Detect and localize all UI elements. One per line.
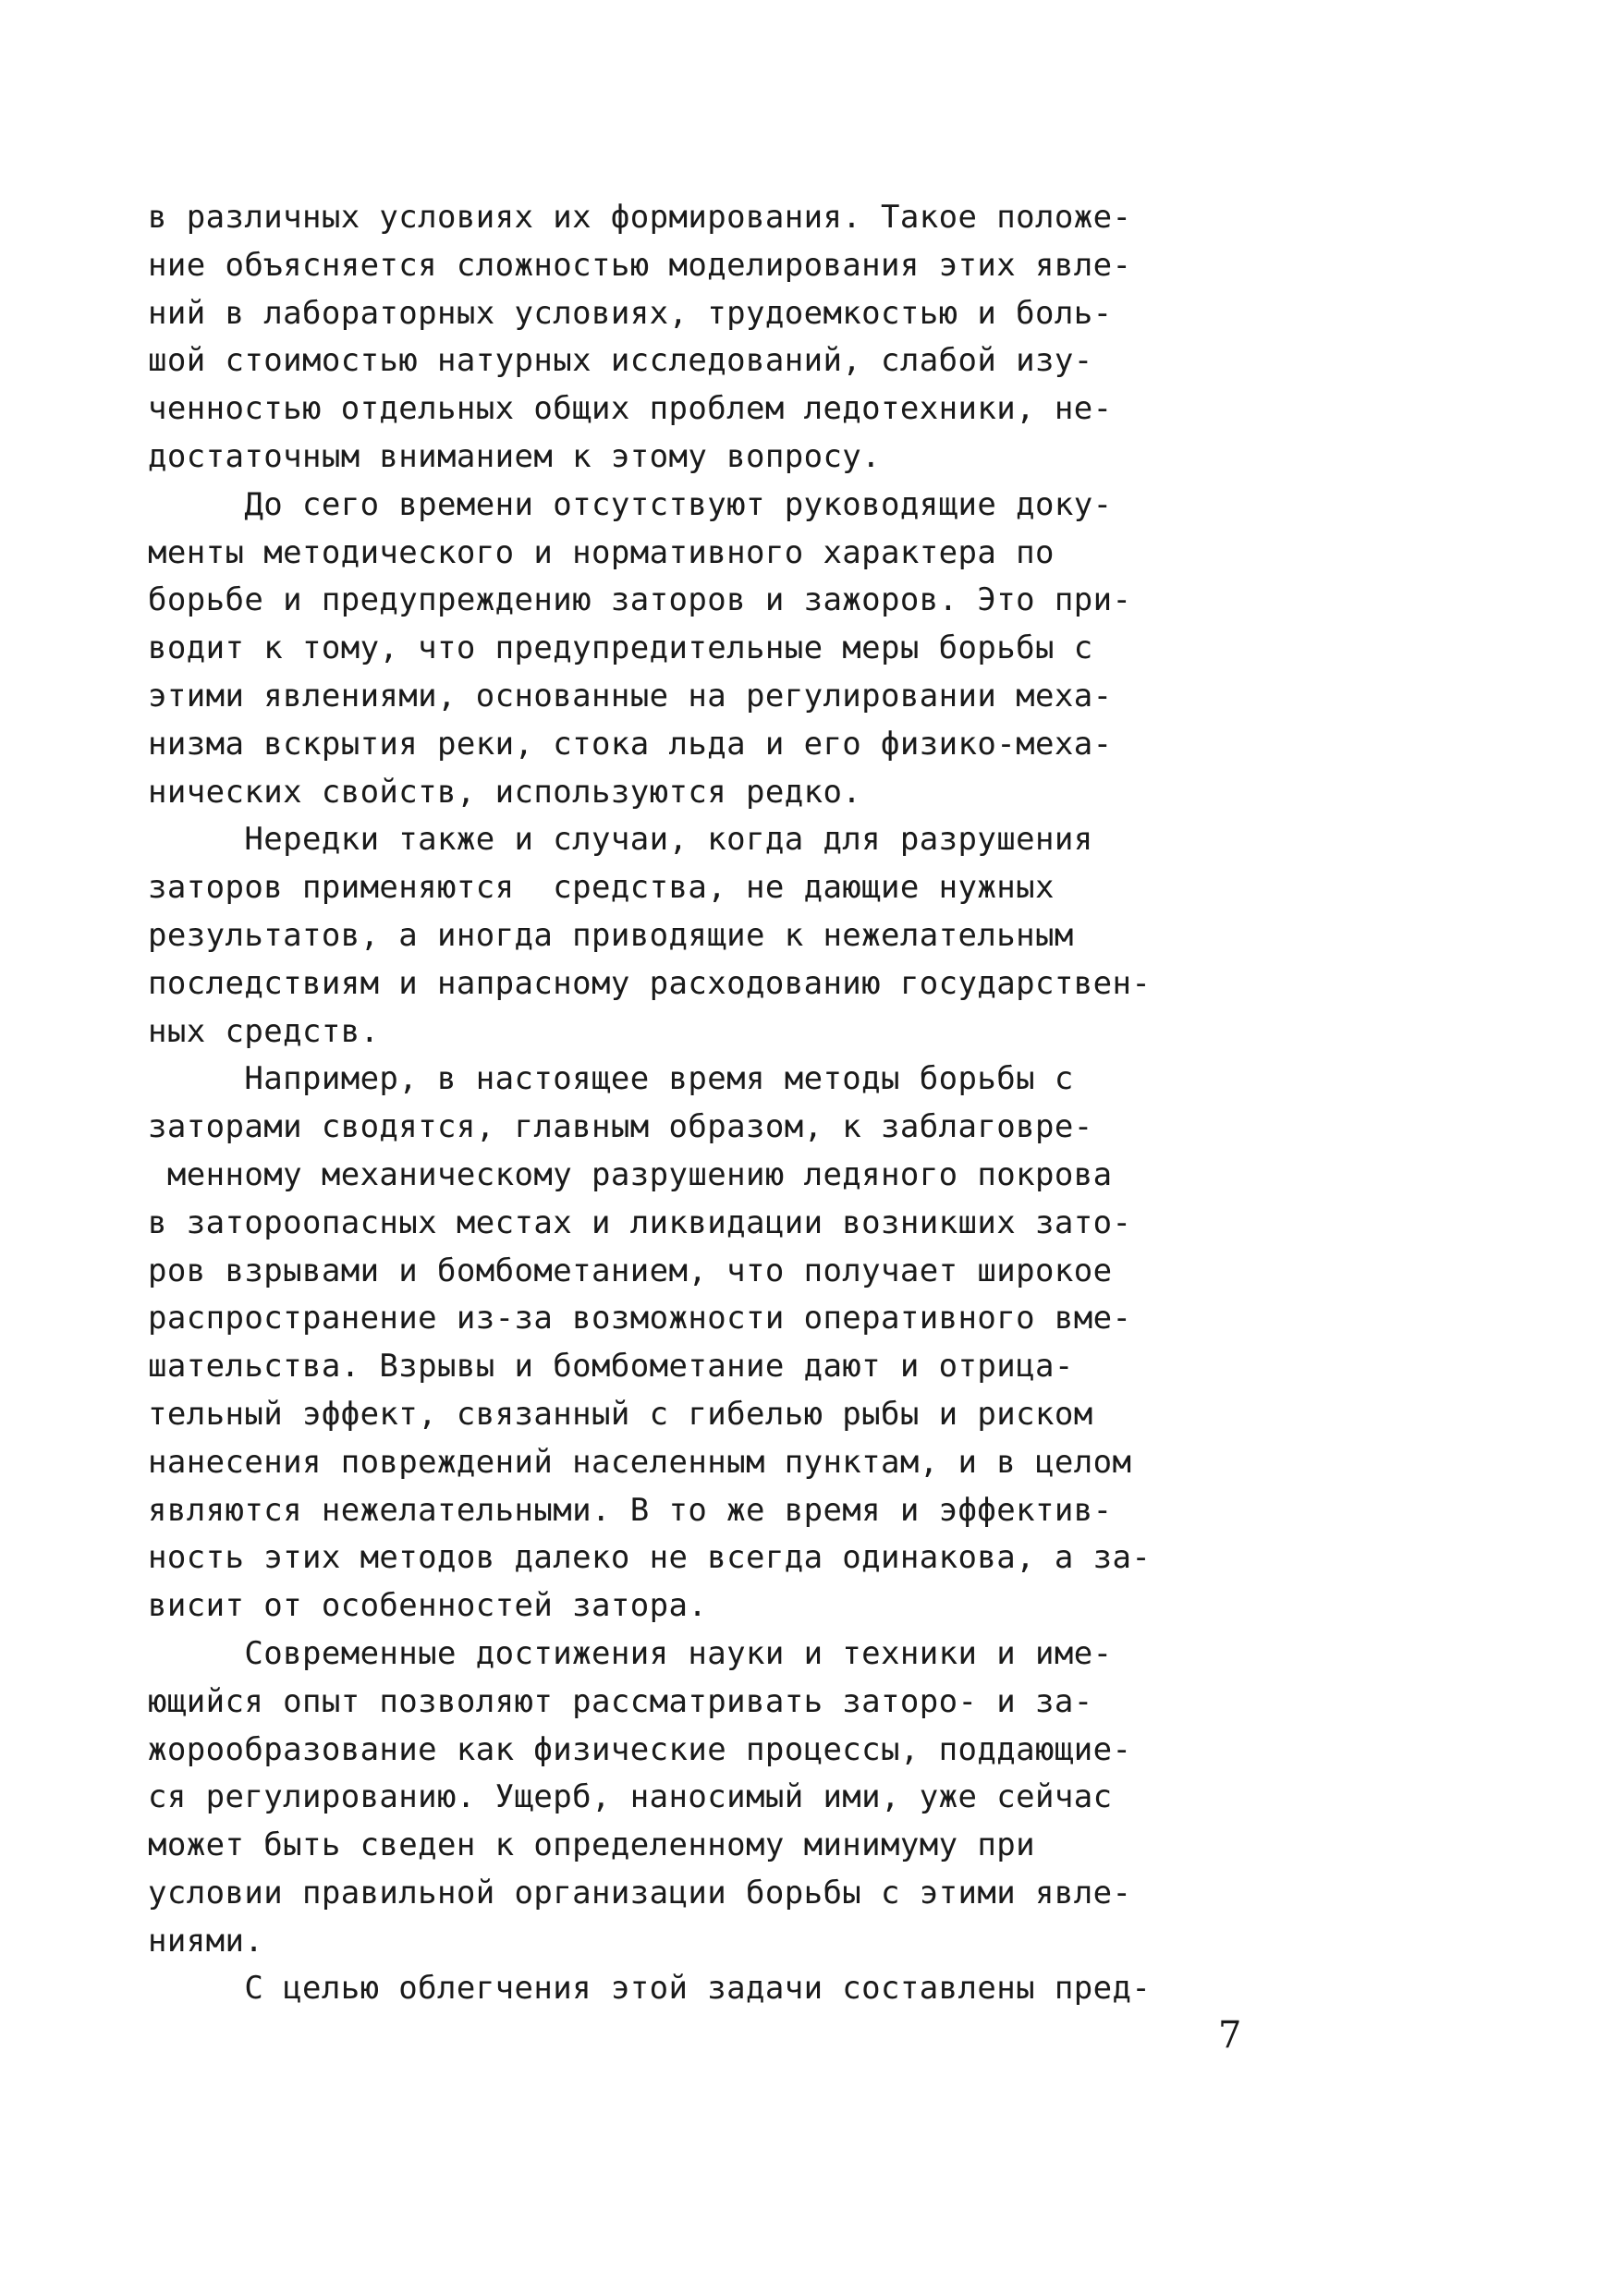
page-number: 7 [1218,2014,1242,2057]
text-line: может быть сведен к определенному минимуму при [148,1826,1036,1864]
text-line: ров взрывами и бомбометанием, что получает широкое [148,1252,1113,1289]
text-line: жорообразование как физические процессы, поддающие- [148,1730,1132,1768]
text-line: Например, в настоящее время методы борьбы с [148,1060,1074,1098]
text-line: шательства. Взрывы и бомбометание дают и отрица- [148,1348,1074,1386]
text-line: распространение из-за возможности оперативного вме- [148,1300,1132,1337]
text-line: этими явлениями, основанные на регулировании меха- [148,677,1113,714]
text-line: ных средств. [148,1012,380,1050]
text-line: Современные достижения науки и техники и име- [148,1634,1113,1672]
text-line: ние объясняется сложностью моделирования этих явле- [148,246,1132,284]
text-line: последствиям и напрасному расходованию государствен- [148,964,1152,1002]
body-text [148,194,1349,2013]
text-line: менному механическому разрушению ледяного покрова [148,1155,1113,1193]
text-line: шой стоимостью натурных исследований, слабой изу- [148,342,1093,380]
text-line: в заторoопасных местах и ликвидации возникших зато- [148,1203,1132,1241]
text-line: Нередки также и случаи, когда для разрушения [148,821,1093,859]
text-line: висит от особенностей затора. [148,1587,708,1625]
text-line: в различных условиях их формирования. Такое положе- [148,199,1132,236]
text-line: С целью облегчения этой задачи составлены пред- [148,1970,1152,2008]
text-line: результатов, а иногда приводящие к нежелательным [148,916,1074,954]
text-line: заторов применяются средства, не дающие нужных [148,869,1055,907]
text-line: менты методического и нормативного характера по [148,533,1055,571]
text-line: нанесения повреждений населенным пунктам, и в целом [148,1443,1132,1481]
text-line: тельный эффект, связанный с гибелью рыбы и риском [148,1395,1093,1433]
text-line: ность этих методов далеко не всегда одинакова, а за- [148,1539,1152,1577]
text-line: условии правильной организации борьбы с этими явле- [148,1874,1132,1911]
text-line: низма вскрытия реки, стока льда и его физико-меха- [148,725,1113,763]
text-line: ся регулированию. Ущерб, наносимый ими, уже сейчас [148,1778,1113,1816]
text-line: борьбе и предупреждению заторов и зажоров. Это при- [148,581,1132,619]
text-line: До сего времени отсутствуют руководящие доку- [148,485,1113,523]
text-line: нических свойств, используются редко. [148,773,862,811]
text-line: водит к тому, что предупредительные меры борьбы с [148,629,1093,667]
text-line: ющийся опыт позволяют рассматривать заторо- и за- [148,1682,1093,1720]
text-line: ниями. [148,1922,264,1960]
text-line: являются нежелательными. В то же время и эффектив- [148,1491,1113,1529]
text-line: заторами сводятся, главным образом, к заблаговре- [148,1108,1093,1146]
text-line: ченностью отдельных общих проблем ледотехники, не- [148,390,1113,428]
text-line: ний в лабораторных условиях, трудоемкостью и боль- [148,294,1113,332]
text-line: достаточным вниманием к этому вопросу. [148,437,882,475]
